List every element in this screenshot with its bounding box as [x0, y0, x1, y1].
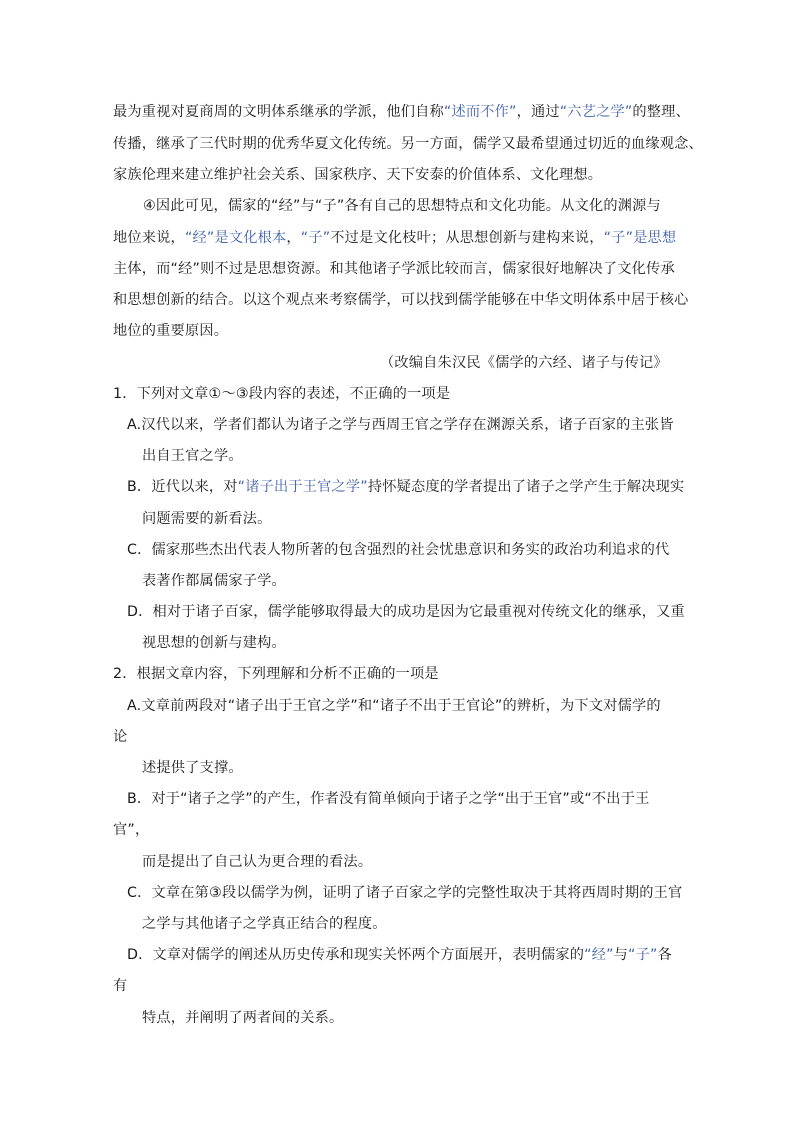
highlight-span: “诸子出于王官之学” [237, 479, 368, 495]
question-2-stem: 2．根据文章内容，下列理解和分析不正确的一项是 [113, 666, 439, 682]
text-span: D．文章对儒学的阐述从历史传承和现实关怀两个方面展开，表明儒家的 [127, 947, 585, 963]
text-span: 各 [657, 947, 672, 963]
q2-option-b: B．对于“诸子之学”的产生，作者没有简单倾向于诸子之学“出于王官”或“不出于王 [127, 791, 650, 807]
text-span: B．近代以来，对 [127, 479, 238, 495]
highlight-span: “子” [628, 947, 658, 963]
q1-option-c: C．儒家那些杰出代表人物所著的包含强烈的社会忧患意识和务实的政治功利追求的代 [127, 542, 670, 558]
q2-option-b-cont: 官”， [113, 822, 150, 838]
passage-line: 地位的重要原因。 [113, 323, 229, 339]
passage-line: 主体，而“经”则不过是思想资源。和其他诸子学派比较而言，儒家很好地解决了文化传承 [113, 261, 675, 277]
q2-option-a: A.文章前两段对“诸子出于王官之学”和“诸子不出于王官论”的辨析，为下文对儒学的 [127, 698, 661, 714]
q1-option-c-cont: 表著作都属儒家子学。 [142, 573, 286, 589]
text-span: 与 [613, 947, 629, 963]
text-span: 的整理、 [632, 104, 690, 120]
text-span: ，通过 [516, 104, 560, 120]
q1-option-a: A.汉代以来，学者们都认为诸子之学与西周王官之学存在渊源关系，诸子百家的主张皆 [127, 417, 674, 433]
question-1-stem: 1．下列对文章①～③段内容的表述，不正确的一项是 [113, 386, 451, 402]
passage-line: ④因此可见，儒家的“经”与“子”各有自己的思想特点和文化功能。从文化的渊源与 [143, 198, 661, 214]
q1-option-a-cont: 出自王官之学。 [142, 448, 243, 464]
q1-option-b [127, 477, 684, 497]
highlight-span: “述而不作” [443, 104, 517, 120]
q2-option-b-cont: 而是提出了自己认为更合理的看法。 [142, 854, 373, 870]
highlight-span: “经” [584, 947, 614, 963]
text-span: 地位来说， [113, 230, 185, 246]
text-span: 持怀疑态度的学者提出了诸子之学产生于解决现实 [367, 479, 685, 495]
q2-option-d-cont: 有 [113, 978, 128, 994]
text-span: ， [286, 230, 301, 246]
q1-option-d: D．相对于诸子百家，儒学能够取得最大的成功是因为它最重视对传统文化的继承，又重 [127, 604, 685, 620]
text-span: 不过是文化枝叶；从思想创新与建构来说， [330, 230, 604, 246]
passage-line [113, 228, 676, 248]
highlight-span: “六艺之学” [559, 104, 633, 120]
q2-option-c-cont: 之学与其他诸子之学真正结合的程度。 [142, 916, 387, 932]
q1-option-b-cont: 问题需要的新看法。 [142, 511, 272, 527]
text-span: 最为重视对夏商周的文明体系继承的学派，他们自称 [113, 104, 444, 120]
passage-line: 和思想创新的结合。以这个观点来考察儒学，可以找到儒学能够在中华文明体系中居于核心 [113, 292, 689, 308]
highlight-span: “子” [300, 230, 331, 246]
q2-option-c: C．文章在第③段以儒学为例，证明了诸子百家之学的完整性取决于其将西周时期的王官 [127, 885, 683, 901]
q2-option-d [127, 945, 672, 965]
highlight-span: “子”是思想 [603, 230, 677, 246]
q2-option-d-cont: 特点，并阐明了两者间的关系。 [142, 1010, 344, 1026]
passage-line: 家族伦理来建立维护社会关系、国家秩序、天下安泰的价值体系、文化理想。 [113, 167, 603, 183]
source-citation: （改编自朱汉民《儒学的六经、诸子与传记》 [380, 355, 668, 371]
q1-option-d-cont: 视思想的创新与建构。 [142, 635, 286, 651]
passage-line [113, 102, 690, 122]
passage-line: 传播，继承了三代时期的优秀华夏文化传统。另一方面，儒学又最希望通过切近的血缘观念、 [113, 136, 703, 152]
q2-option-a-cont: 论 [113, 729, 128, 745]
highlight-span: “经”是文化根本 [184, 230, 287, 246]
q2-option-a-cont: 述提供了支撑。 [142, 760, 243, 776]
